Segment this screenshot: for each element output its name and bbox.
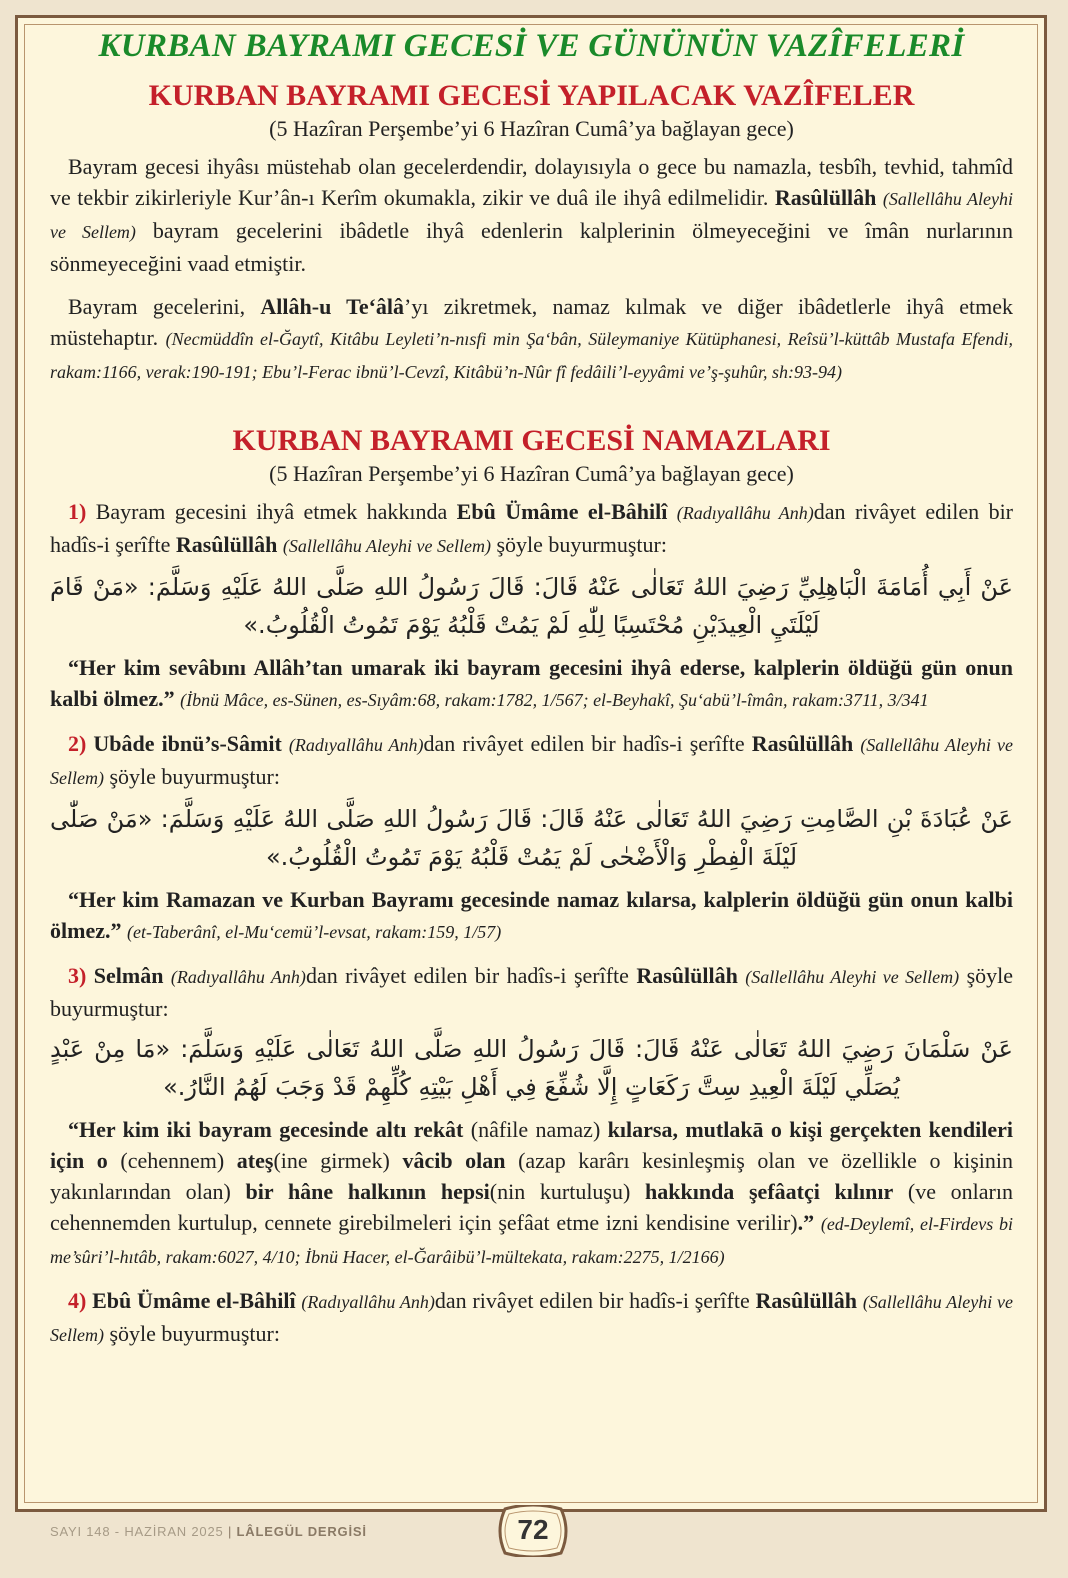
hadith-2-arabic: عَنْ عُبَادَةَ بْنِ الصَّامِتِ رَضِيَ اللهُ تَعَالٰى عَنْهُ قَالَ: قَالَ رَسُولُ اللهِ صَلَّى اللهُ عَلَيْهِ وَسَلَّمَ: «مَنْ صَلّٰى لَيْلَةَ الْفِطْرِ وَالْأَضْحٰى لَمْ يَمُتْ قَلْبُهُ يَوْمَ تَمُوتُ الْقُلُوبُ.» — [50, 805, 1013, 871]
hadith-1-intro: 1) Bayram gecesini ihyâ etmek hakkında Ebû Ümâme el-Bâhilî (Radıyallâhu Anh)dan rivâyet edilen bir hadîs-i şerîfte Rasûlüllâh (Sallellâhu Aleyhi ve Sellem) şöyle buyurmuştur: — [50, 499, 1014, 557]
paragraph-ihya: Bayram gecesi ihyâsı müstehab olan gecelerdendir, dolayısıyla o gece bu namazla, tesbîh, tevhid, tahmîd ve tekbir zikirleriyle Kur’ân-ı Kerîm okumakla, zikir ve duâ ile ihyâ edilmelidir. Rasûlüllâh (Sallellâhu Aleyhi ve Sellem) bayram gecelerini ibâdetle ihyâ edenlerin kalplerinin ölmeyeceğini ve îmân nurlarının sönmeyeceğini vaad etmiştir. — [50, 154, 1014, 276]
page-number: 72 — [517, 1514, 549, 1545]
section-subtitle-vazifeler: (5 Hazîran Perşembe’yi 6 Hazîran Cumâ’ya bağlayan gece) — [269, 116, 794, 141]
section-title-namazlar: KURBAN BAYRAMI GECESİ NAMAZLARI — [232, 424, 831, 457]
hadith-2-intro: 2) Ubâde ibnü’s-Sâmit (Radıyallâhu Anh)dan rivâyet edilen bir hadîs-i şerîfte Rasûlüllâh (Sallellâhu Aleyhi ve Sellem) şöyle buyurmuştur: — [50, 731, 1014, 789]
reference: (Necmüddîn el-Ğaytî, Kitâbu Leyleti’n-nısfi min Şa‘bân, Süleymaniye Kütüphanesi, Reîsü’l-küttâb Mustafa Efendi, rakam:1166, verak:190-191; Ebu’l-Ferac ibnü’l-Cevzî, Kitâbü’n-Nûr fî fedâili’l-eyyâmi ve’ş-şuhûr, sh:93-94) — [50, 329, 1013, 382]
section-subtitle-namazlar: (5 Hazîran Perşembe’yi 6 Hazîran Cumâ’ya bağlayan gece) — [269, 461, 794, 486]
section-title-vazifeler: KURBAN BAYRAMI GECESİ YAPILACAK VAZÎFELER — [148, 79, 915, 112]
hadith-3-arabic: عَنْ سَلْمَانَ رَضِيَ اللهُ تَعَالٰى عَنْهُ قَالَ: قَالَ رَسُولُ اللهِ صَلَّى اللهُ تَعَالٰى عَلَيْهِ وَسَلَّمَ: «مَا مِنْ عَبْدٍ يُصَلِّي لَيْلَةَ الْعِيدِ سِتَّ رَكَعَاتٍ إِلَّا شُفِّعَ فِي أَهْلِ بَيْتِهِ كُلِّهِمْ قَدْ وَجَبَ لَهُمُ النَّارُ.» — [50, 1035, 1013, 1101]
name-allah: Allâh-u Te‘âlâ — [260, 294, 405, 319]
article — [50, 28, 1013, 1351]
name-rasulullah: Rasûlüllâh — [774, 185, 877, 210]
hadith-1-arabic: عَنْ أَبِي أُمَامَةَ الْبَاهِلِيِّ رَضِيَ اللهُ تَعَالٰى عَنْهُ قَالَ: قَالَ رَسُولُ اللهِ صَلَّى اللهُ عَلَيْهِ وَسَلَّمَ: «مَنْ قَامَ لَيْلَتَيِ الْعِيدَيْنِ مُحْتَسِبًا لِلّٰهِ لَمْ يَمُتْ قَلْبُهُ يَوْمَ تَمُوتُ الْقُلُوبُ.» — [50, 573, 1013, 639]
hadith-3-intro: 3) Selmân (Radıyallâhu Anh)dan rivâyet edilen bir hadîs-i şerîfte Rasûlüllâh (Sallellâhu Aleyhi ve Sellem) şöyle buyurmuştur: — [50, 963, 1014, 1021]
hadith-4-intro: 4) Ebû Ümâme el-Bâhilî (Radıyallâhu Anh)dan rivâyet edilen bir hadîs-i şerîfte Rasûlüllâh (Sallellâhu Aleyhi ve Sellem) şöyle buyurmuştur: — [50, 1288, 1014, 1346]
hadith-1-translation: “Her kim sevâbını Allâh’tan umarak iki bayram gecesini ihyâ ederse, kalplerin öldüğü gün onun kalbi ölmez.” (İbnü Mâce, es-Sünen, es-Sıyâm:68, rakam:1782, 1/567; el-Beyhakî, Şu‘abü’l-îmân, rakam:3711, 3/341 — [50, 655, 1013, 711]
hadith-2-translation: “Her kim Ramazan ve Kurban Bayramı gecesinde namaz kılarsa, kalplerin öldüğü gün onun kalbi ölmez.” (et-Taberânî, el-Mu‘cemü’l-evsat, rakam:159, 1/57) — [50, 887, 1013, 943]
footer-issue-info: SAYI 148 - HAZİRAN 2025 | LÂLEGÜL DERGİSİ — [50, 1524, 367, 1539]
main-title: KURBAN BAYRAMI GECESİ VE GÜNÜNÜN VAZÎFELERİ — [98, 28, 965, 64]
paragraph-mustehap: Bayram gecelerini, Allâh-u Te‘âlâ’yı zikretmek, namaz kılmak ve diğer ibâdetlerle ihyâ etmek müstehaptır. (Necmüddîn el-Ğaytî, Kitâbu Leyleti’n-nısfi min Şa‘bân, Süleymaniye Kütüphanesi, Reîsü’l-küttâb Mustafa Efendi, rakam:1166, verak:190-191; Ebu’l-Ferac ibnü’l-Cevzî, Kitâbü’n-Nûr fî fedâili’l-eyyâmi ve’ş-şuhûr, sh:93-94) — [50, 294, 1013, 382]
hadith-3-translation: “Her kim iki bayram gecesinde altı rekât (nâfile namaz) kılarsa, mutlakā o kişi gerçekten kendileri için o (cehennem) ateş(ine girmek) vâcib olan (azap karârı kesinleşmiş olan ve özellikle o kişinin yakınlarından olan) bir hâne halkının hepsi(nin kurtuluşu) hakkında şefâatçi kılınır (ve onların cehennemden kurtulup, cennete girebilmeleri için şefâat etme izni kendisine verilir).” (ed-Deylemî, el-Firdevs bi me’sûri’l-hıtâb, rakam:6027, 4/10; İbnü Hacer, el-Ğarâibü’l-mültekata, rakam:2275, 1/2166) — [50, 1117, 1014, 1267]
